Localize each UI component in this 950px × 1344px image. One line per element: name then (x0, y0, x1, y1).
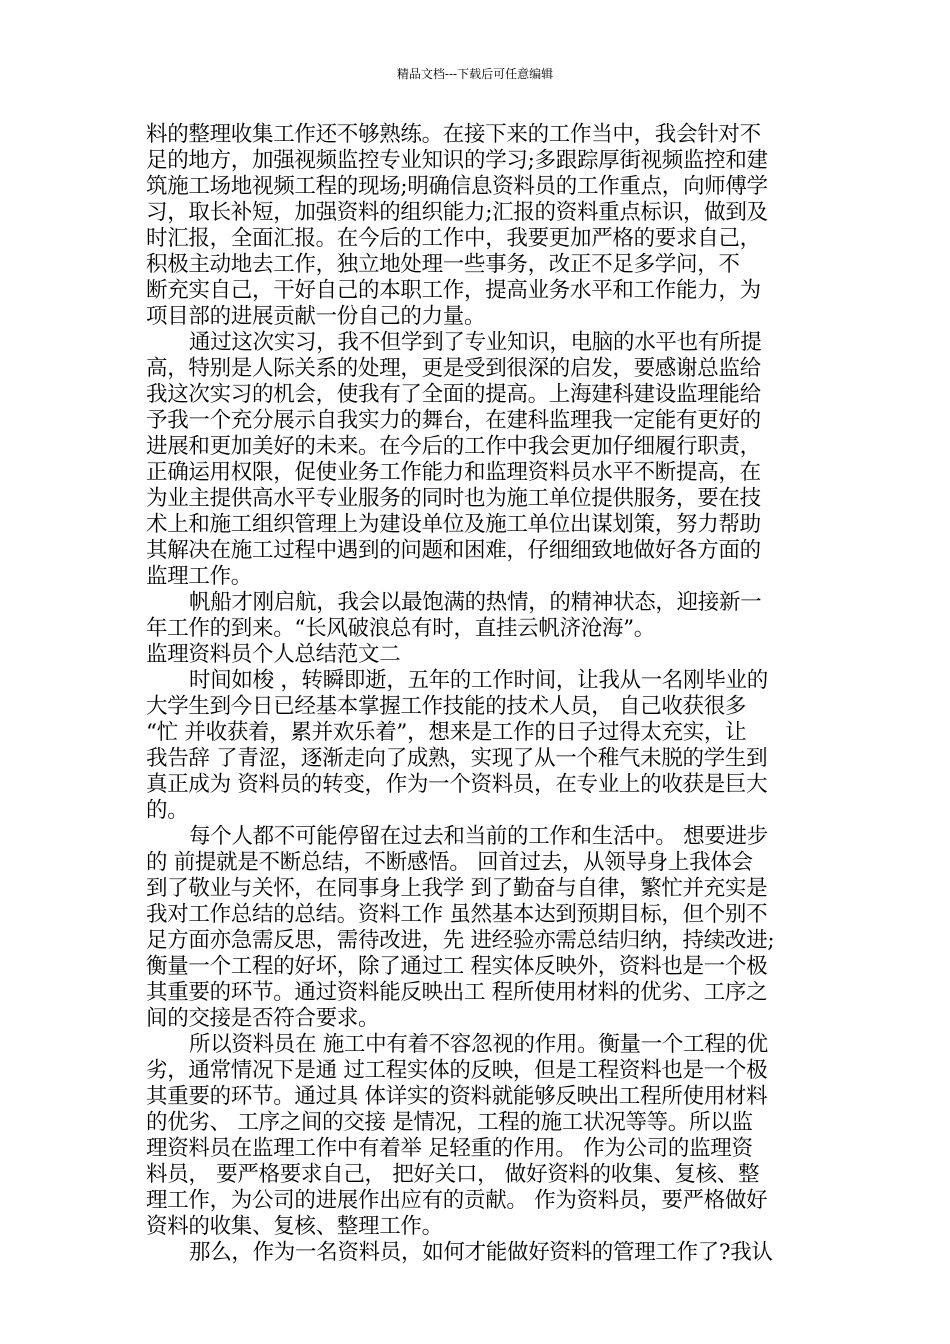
text-line: 的。 (146, 798, 189, 823)
text-line: 为业主提供高水平专业服务的同时也为施工单位提供服务，要在技 (146, 486, 761, 511)
text-line: 资料的收集、复核、整理工作。 (146, 1214, 443, 1239)
text-line: 其重要的环节。通过资料能反映出工 程所使用材料的优劣、工序之 (146, 980, 768, 1005)
text-line: 年工作的到来。“长风破浪总有时，直挂云帆济沧海”。 (146, 616, 655, 641)
text-line: 积极主动地去工作，独立地处理一些事务，改正不足多学问，不 (146, 252, 740, 277)
text-line: 足方面亦急需反思，需待改进，先 进经验亦需总结归纳，持续改进; (146, 928, 775, 953)
text-line: 通过这次实习，我不但学到了专业知识，电脑的水平也有所提 (189, 330, 762, 355)
text-line: 时间如梭 ，转瞬即逝，五年的工作时间，让我从一名刚毕业的 (189, 668, 768, 693)
text-line: 习，取长补短，加强资料的组织能力;汇报的资料重点标识，做到及 (146, 200, 768, 225)
text-line: “忙 并收获着，累并欢乐着”，想来是工作的日子过得太充实，让 (146, 720, 747, 745)
text-line: 真正成为 资料员的转变，作为一个资料员，在专业上的收获是巨大 (146, 772, 768, 797)
section-heading: 监理资料员个人总结范文二 (146, 642, 401, 667)
page-header: 精品文档---下载后可任意编辑 (396, 67, 554, 81)
text-line: 断充实自己，干好自己的本职工作，提高业务水平和工作能力，为 (146, 278, 761, 303)
text-line: 其重要的环节。通过具 体详实的资料就能够反映出工程所使用材料 (146, 1084, 768, 1109)
text-line: 筑施工场地视频工程的现场;明确信息资料员的工作重点，向师傅学 (146, 174, 768, 199)
text-line: 其解决在施工过程中遇到的问题和困难，仔细细致地做好各方面的 (146, 538, 761, 563)
text-line: 那么，作为一名资料员，如何才能做好资料的管理工作了?我认 (189, 1240, 773, 1265)
text-line: 术上和施工组织管理上为建设单位及施工单位出谋划策，努力帮助 (146, 512, 761, 537)
text-line: 的 前提就是不断总结，不断感悟。 回首过去，从领导身上我体会 (146, 850, 753, 875)
text-line: 足的地方，加强视频监控专业知识的学习;多跟踪厚街视频监控和建 (146, 148, 768, 173)
text-line: 时汇报，全面汇报。在今后的工作中，我要更加严格的要求自己， (146, 226, 761, 251)
text-line: 理资料员在监理工作中有着举 足轻重的作用。 作为公司的监理资 (146, 1136, 753, 1161)
text-line: 项目部的进展贡献一份自己的力量。 (146, 304, 486, 329)
text-line: 到了敬业与关怀，在同事身上我学 到了勤奋与自律，繁忙并充实是 (146, 876, 768, 901)
text-line: 我这次实习的机会，使我有了全面的提高。上海建科建设监理能给 (146, 382, 761, 407)
text-line: 高，特别是人际关系的处理，更是受到很深的启发，要感谢总监给 (146, 356, 761, 381)
text-line: 劣，通常情况下是通 过工程实体的反映，但是工程资料也是一个极 (146, 1058, 768, 1083)
text-line: 所以资料员在 施工中有着不容忽视的作用。衡量一个工程的优 (189, 1032, 768, 1057)
text-line: 监理工作。 (146, 564, 253, 589)
text-line: 正确运用权限，促使业务工作能力和监理资料员水平不断提高，在 (146, 460, 761, 485)
text-line: 我告辞 了青涩，逐渐走向了成熟，实现了从一个稚气未脱的学生到 (146, 746, 768, 771)
text-line: 衡量一个工程的好坏，除了通过工 程实体反映外，资料也是一个极 (146, 954, 768, 979)
text-line: 理工作，为公司的进展作出应有的贡献。 作为资料员，要严格做好 (146, 1188, 768, 1213)
text-line: 的优劣、 工序之间的交接 是情况，工程的施工状况等等。所以监 (146, 1110, 753, 1135)
text-line: 每个人都不可能停留在过去和当前的工作和生活中。 想要进步 (189, 824, 768, 849)
text-line: 大学生到今日已经基本掌握工作技能的技术人员， 自己收获很多 (146, 694, 747, 719)
text-line: 我对工作总结的总结。资料工作 虽然基本达到预期目标，但个别不 (146, 902, 768, 927)
text-line: 料员， 要严格要求自己， 把好关口， 做好资料的收集、复核、整 (146, 1162, 760, 1187)
text-line: 帆船才刚启航，我会以最饱满的热情，的精神状态，迎接新一 (189, 590, 762, 615)
document-body (146, 122, 808, 1266)
text-line: 进展和更加美好的未来。在今后的工作中我会更加仔细履行职责， (146, 434, 761, 459)
text-line: 予我一个充分展示自我实力的舞台，在建科监理我一定能有更好的 (146, 408, 761, 433)
text-line: 料的整理收集工作还不够熟练。在接下来的工作当中，我会针对不 (146, 122, 761, 147)
text-line: 间的交接是否符合要求。 (146, 1006, 380, 1031)
